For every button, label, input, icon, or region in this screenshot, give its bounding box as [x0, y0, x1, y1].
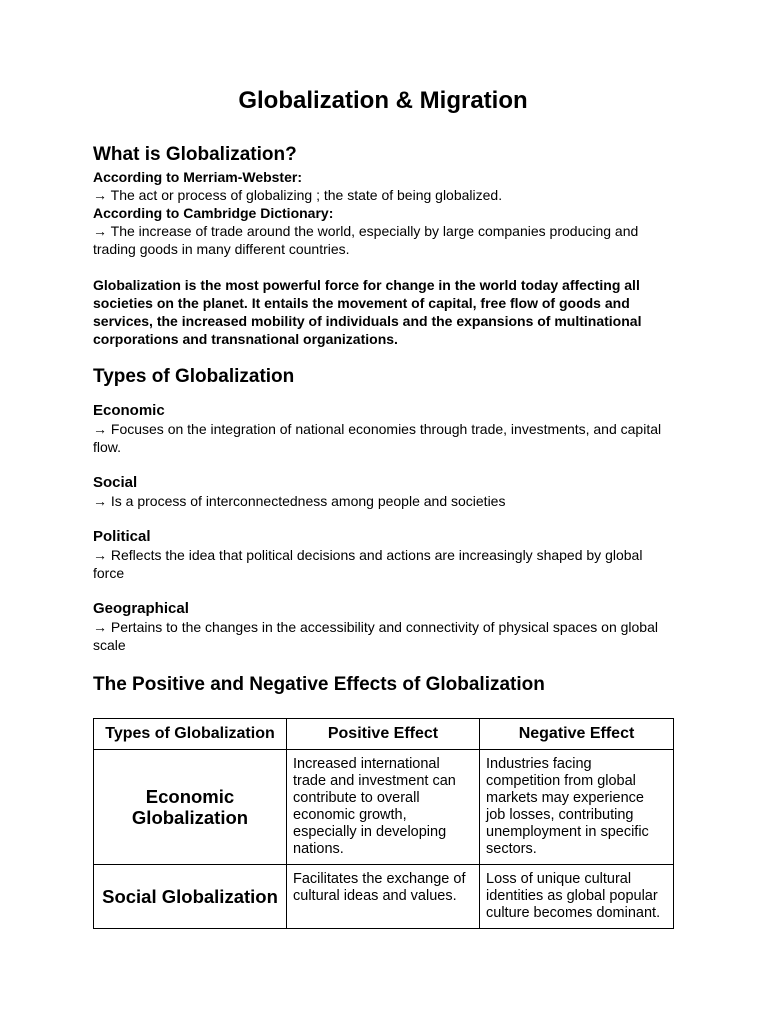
- type-description: → Reflects the idea that political decisions and actions are increasingly shaped by global force: [93, 547, 643, 581]
- section-what-is: [93, 142, 675, 348]
- row-type-cell: Economic Globalization: [94, 750, 287, 865]
- positive-effect-cell: Facilitates the exchange of cultural ideas and values.: [287, 865, 480, 929]
- column-header: Types of Globalization: [94, 719, 287, 750]
- negative-effect-cell: Industries facing competition from global markets may experience job losses, contributing unemployment in specific sectors.: [480, 750, 674, 865]
- type-description: → Pertains to the changes in the accessibility and connectivity of physical spaces on global scale: [93, 619, 658, 653]
- effects-table: [93, 718, 674, 929]
- type-political: [93, 528, 675, 582]
- table-row: [94, 750, 674, 865]
- merriam-label: According to Merriam-Webster:: [93, 169, 302, 185]
- table-header-row: [94, 719, 674, 750]
- negative-effect-cell: Loss of unique cultural identities as global popular culture becomes dominant.: [480, 865, 674, 929]
- type-economic: [93, 402, 675, 456]
- column-header: Negative Effect: [480, 719, 674, 750]
- cambridge-label: According to Cambridge Dictionary:: [93, 205, 334, 221]
- heading-types: Types of Globalization: [93, 366, 295, 387]
- type-description: → Focuses on the integration of national economies through trade, investments, and capital flow.: [93, 421, 662, 455]
- table-row: [94, 865, 674, 929]
- type-name: Social: [93, 474, 138, 491]
- column-header: Positive Effect: [287, 719, 480, 750]
- merriam-definition: → The act or process of globalizing ; the state of being globalized.: [93, 187, 503, 203]
- cambridge-definition: → The increase of trade around the world, especially by large companies producing and trading goods in many different countries.: [93, 223, 639, 257]
- type-name: Economic: [93, 402, 165, 419]
- page-title: Globalization & Migration: [238, 87, 528, 114]
- type-name: Political: [93, 528, 151, 545]
- globalization-statement: Globalization is the most powerful force for change in the world today affecting all societies on the planet. It entails the movement of capital, free flow of goods and services, the increased mobility of individuals and the expansions of multinational corporations and transnational organizations.: [93, 277, 642, 347]
- positive-effect-cell: Increased international trade and investment can contribute to overall economic growth, especially in developing nations.: [287, 750, 480, 865]
- type-geographical: [93, 600, 675, 654]
- type-social: [93, 474, 675, 510]
- row-type-cell: Social Globalization: [94, 865, 287, 929]
- section-types: [93, 364, 675, 654]
- type-description: → Is a process of interconnectedness among people and societies: [93, 493, 506, 509]
- section-effects: [93, 672, 675, 929]
- spacer: [93, 258, 675, 276]
- heading-effects: The Positive and Negative Effects of Globalization: [93, 674, 545, 695]
- heading-what-is: What is Globalization?: [93, 144, 297, 165]
- spacer: [93, 390, 675, 402]
- document-content: [93, 84, 675, 929]
- type-name: Geographical: [93, 600, 189, 617]
